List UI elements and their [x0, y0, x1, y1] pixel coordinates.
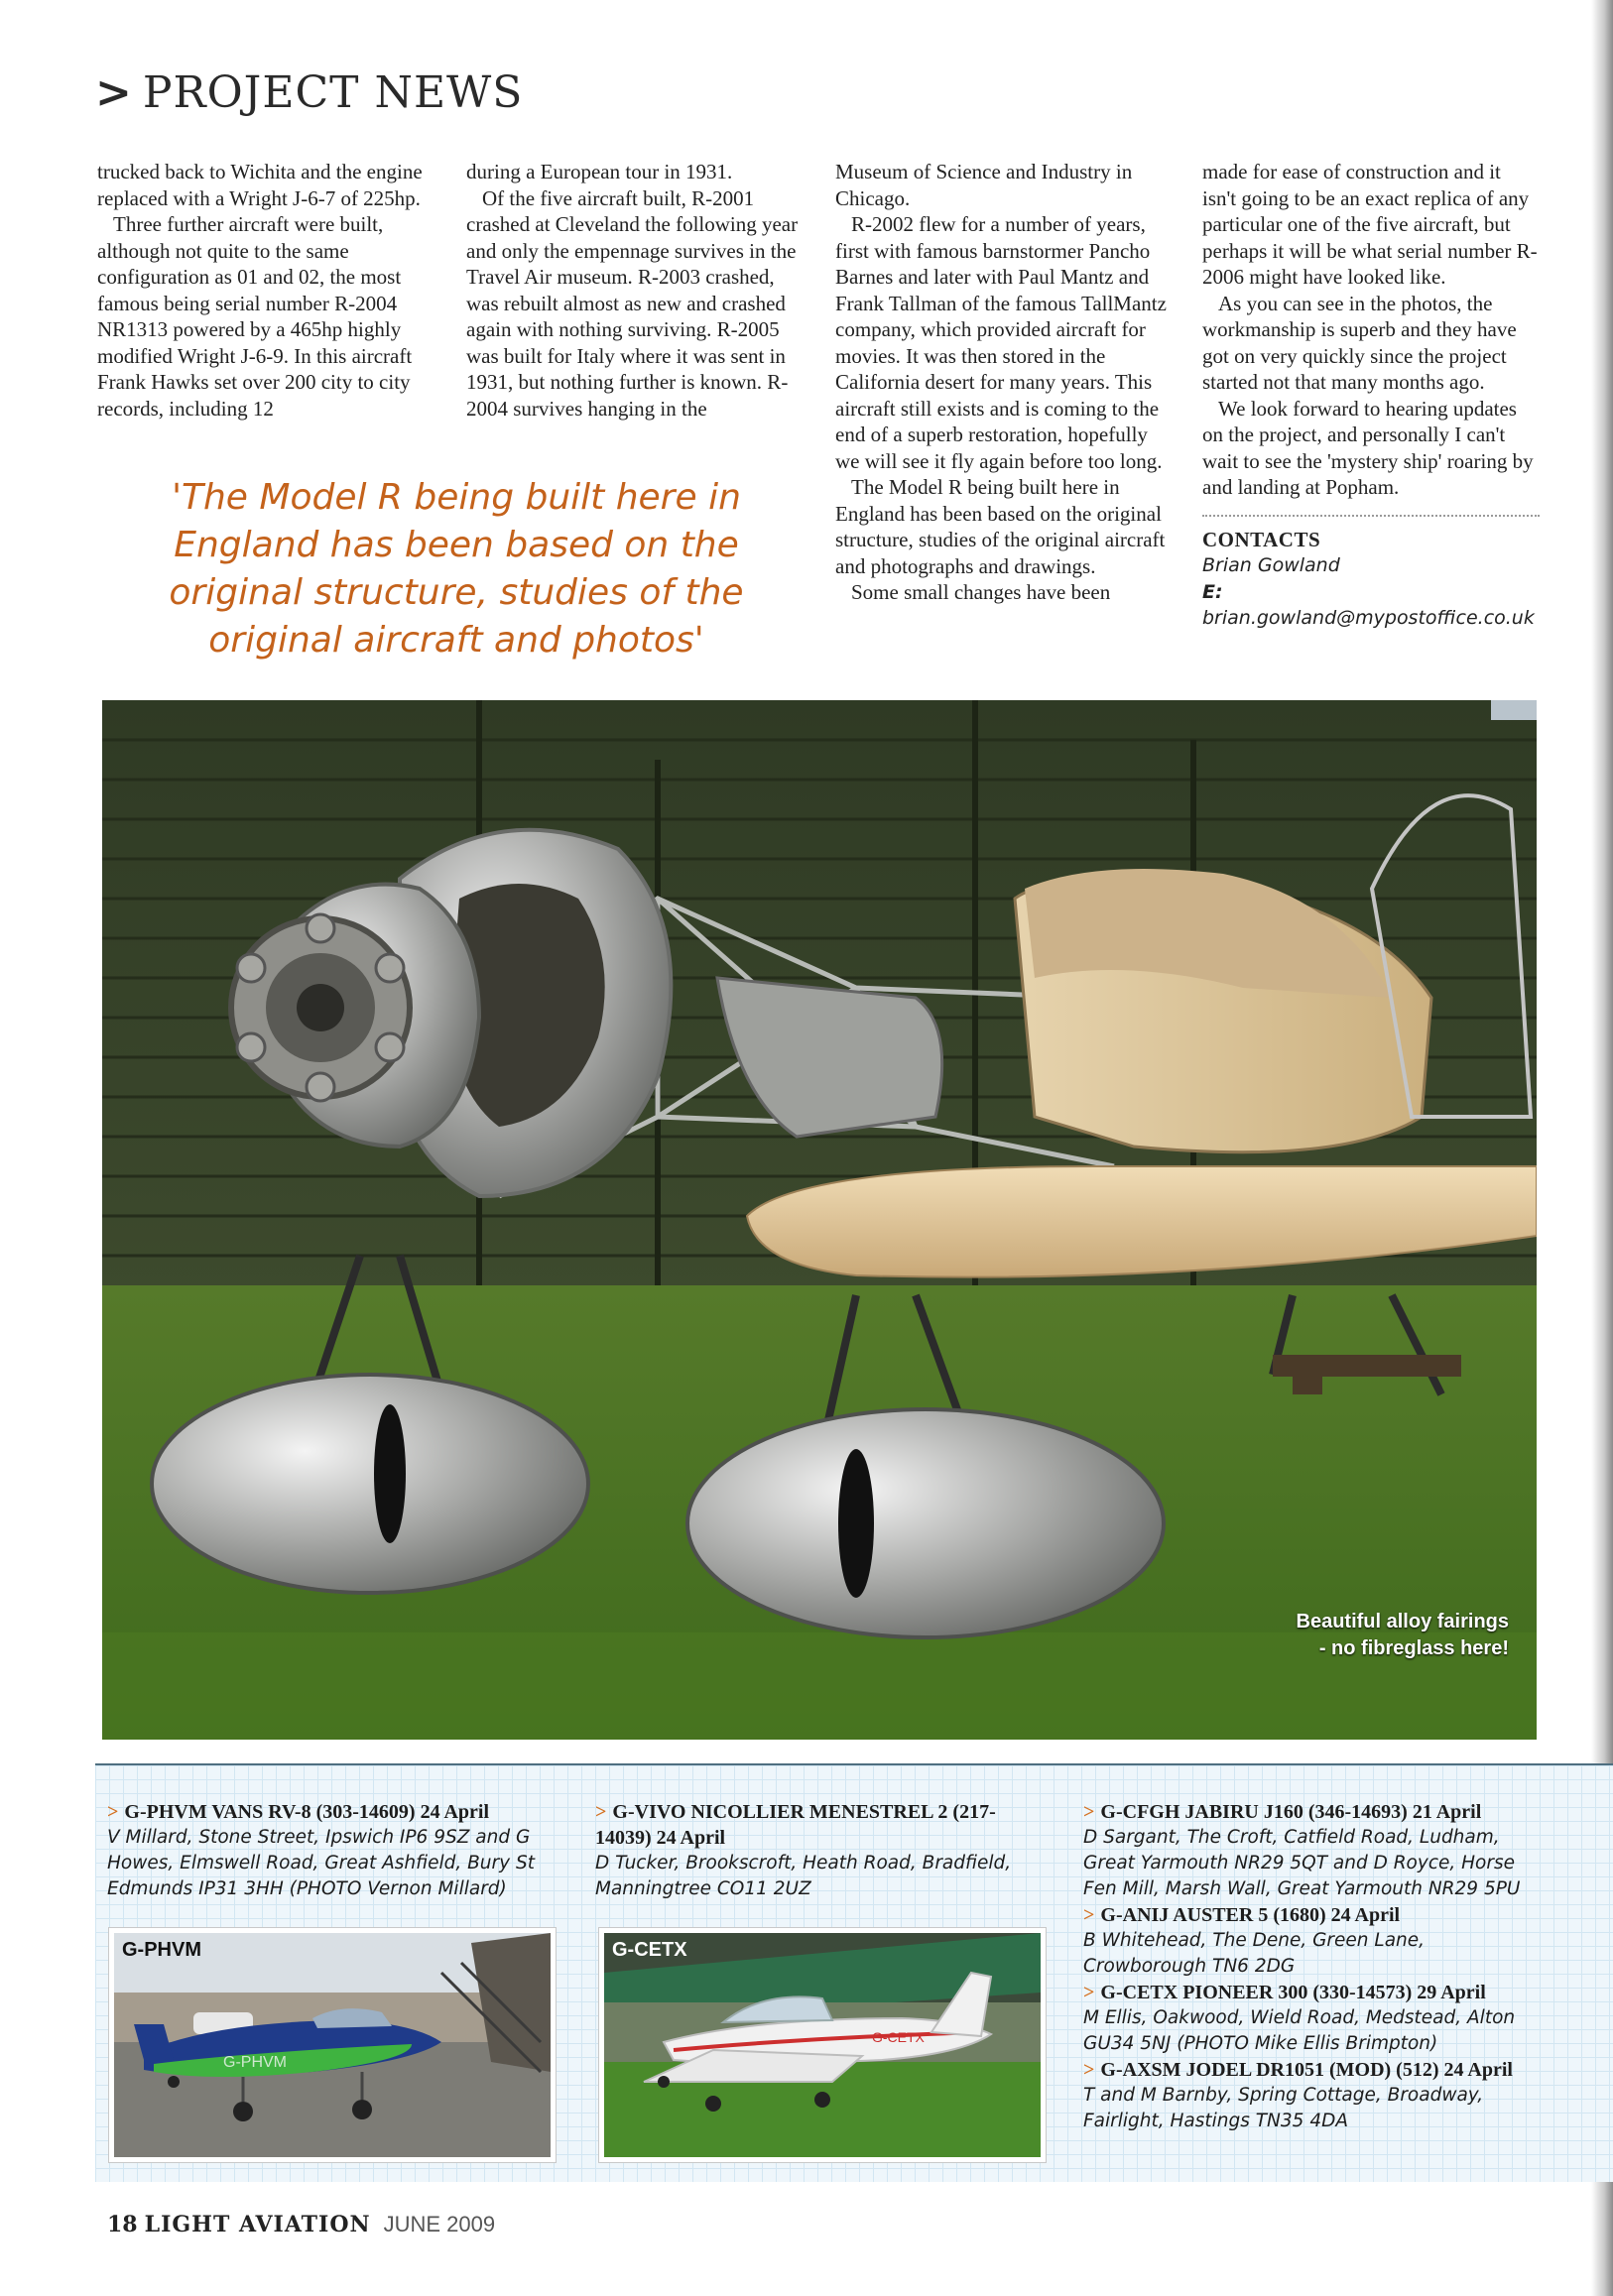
registration-entry — [1083, 1902, 1550, 1980]
article-paragraph: Of the five aircraft built, R-2001 crashed at Cleveland the following year and only the empennage survives in the Travel Air museum. R-2003 crashed, was rebuilt almost as new and crashed again with nothing surviving. R-2005 was built for Italy where it was sent in 1931, but nothing further is known. R-2004 survives hanging in the — [466, 185, 799, 421]
main-photo-caption — [1297, 1609, 1509, 1662]
chevron-icon: > — [1083, 1801, 1095, 1823]
registration-entry — [595, 1799, 1052, 1902]
registration-details: M Ellis, Oakwood, Wield Road, Medstead, Alton GU34 5NJ (PHOTO Mike Ellis Brimpton) — [1083, 2007, 1516, 2054]
issue-date: JUNE 2009 — [383, 2212, 496, 2236]
article-paragraph: Some small changes have been — [851, 580, 1111, 604]
registration-entry — [1083, 2057, 1550, 2134]
section-title: PROJECT NEWS — [142, 67, 524, 118]
registration-title-text: G-PHVM VANS RV-8 (303-14609) 24 April — [124, 1801, 490, 1823]
chevron-icon: > — [1083, 1982, 1095, 2003]
article-paragraph: during a European tour in 1931. — [466, 160, 733, 183]
registration-title-text: G-VIVO NICOLLIER MENESTREL 2 (217-14039) 24 April — [595, 1801, 996, 1849]
aircraft-photo-illustration — [102, 700, 1537, 1740]
photo-label: G-CETX — [612, 1939, 687, 1961]
registration-title — [1083, 2057, 1550, 2083]
registrations-column-3 — [1083, 1799, 1550, 2134]
registration-title — [1083, 1980, 1550, 2005]
chevron-icon: > — [1083, 1904, 1095, 1926]
caption-line: Beautiful alloy fairings — [1296, 1611, 1509, 1632]
contacts-name: Brian Gowland — [1202, 554, 1340, 576]
page-footer — [107, 2212, 495, 2237]
rv8-photo-illustration — [114, 1933, 551, 2157]
registration-title — [595, 1799, 1052, 1851]
photo-label: G-PHVM — [122, 1939, 201, 1961]
article-column-2 — [466, 159, 808, 422]
registration-details: T and M Barnby, Spring Cottage, Broadway, Fairlight, Hastings TN35 4DA — [1083, 2085, 1484, 2131]
registration-details: B Whitehead, The Dene, Green Lane, Crowborough TN6 2DG — [1083, 1930, 1426, 1977]
registrations-column-2 — [595, 1799, 1052, 1902]
pioneer-photo-illustration — [604, 1933, 1041, 2157]
registration-title — [1083, 1799, 1550, 1825]
main-photo-aircraft-build — [102, 700, 1537, 1740]
contacts-heading: CONTACTS — [1202, 527, 1321, 551]
fuselage-registration: G-PHVM — [223, 2054, 287, 2071]
registration-title-text: G-CFGH JABIRU J160 (346-14693) 21 April — [1100, 1801, 1482, 1823]
section-header — [95, 67, 523, 118]
registration-entry — [1083, 1980, 1550, 2057]
contacts-divider — [1202, 515, 1540, 517]
magazine-name: LIGHT AVIATION — [144, 2212, 371, 2237]
pull-quote: 'The Model R being built here in England has been based on the original structure, studies of the original aircraft and photos' — [169, 477, 744, 661]
registration-entry — [1083, 1799, 1550, 1902]
contacts-email[interactable]: brian.gowland@mypostoffice.co.uk — [1202, 607, 1535, 629]
article-column-4 — [1202, 159, 1540, 632]
article-paragraph: We look forward to hearing updates on the project, and personally I can't wait to see the 'mystery ship' roaring by and landing at Popham. — [1202, 396, 1534, 499]
contacts-email-line — [1202, 579, 1540, 632]
photo-g-phvm — [109, 1928, 556, 2162]
header-chevron-icon: > — [95, 67, 133, 118]
contacts-email-label: E: — [1202, 580, 1223, 603]
registration-details: V Millard, Stone Street, Ipswich IP6 9SZ and G Howes, Elmswell Road, Great Ashfield, Bury St Edmunds IP31 3HH (PHOTO Vernon Millard) — [107, 1827, 535, 1899]
registration-title — [107, 1799, 573, 1825]
chevron-icon: > — [1083, 2059, 1095, 2081]
article-paragraph: made for ease of construction and it isn't going to be an exact replica of any particular one of the five aircraft, but perhaps it will be what serial number R-2006 might have looked like. — [1202, 160, 1538, 289]
article-column-1 — [97, 159, 434, 422]
registration-details: D Sargant, The Croft, Catfield Road, Ludham, Great Yarmouth NR29 5QT and D Royce, Horse Fen Mill, Marsh Wall, Great Yarmouth NR29 5PU — [1083, 1827, 1521, 1899]
article-paragraph: Museum of Science and Industry in Chicago. — [835, 160, 1133, 210]
article-paragraph: trucked back to Wichita and the engine replaced with a Wright J-6-7 of 225hp. — [97, 160, 423, 210]
chevron-icon: > — [107, 1801, 119, 1823]
registration-title-text: G-AXSM JODEL DR1051 (MOD) (512) 24 April — [1100, 2059, 1513, 2081]
article-paragraph: Three further aircraft were built, although not quite to the same configuration as 01 and 02, the most famous being serial number R-2004 NR1313 powered by a 465hp highly modified Wright J-6-9. In this aircraft Frank Hawks set over 200 city to city records, including 12 — [97, 212, 413, 421]
article-column-3 — [835, 159, 1173, 606]
caption-line: - no fibreglass here! — [1318, 1637, 1509, 1659]
registrations-column-1 — [107, 1799, 573, 1902]
article-paragraph: As you can see in the photos, the workmanship is superb and they have got on very quickly since the project started not that many months ago. — [1202, 291, 1517, 394]
registration-entry — [107, 1799, 573, 1902]
photo-g-cetx — [599, 1928, 1046, 2162]
registration-details: D Tucker, Brookscroft, Heath Road, Bradfield, Manningtree CO11 2UZ — [595, 1853, 1012, 1899]
registration-title — [1083, 1902, 1550, 1928]
registration-title-text: G-ANIJ AUSTER 5 (1680) 24 April — [1100, 1904, 1401, 1926]
chevron-icon: > — [595, 1801, 607, 1823]
registration-title-text: G-CETX PIONEER 300 (330-14573) 29 April — [1100, 1982, 1486, 2003]
page-number: 18 — [107, 2212, 138, 2237]
article-paragraph: The Model R being built here in England has been based on the original structure, studies of the original aircraft and photographs and drawings. — [835, 475, 1166, 578]
article-paragraph: R-2002 flew for a number of years, first with famous barnstormer Pancho Barnes and later with Paul Mantz and Frank Tallman of the famous TallMantz company, which provided aircraft for movies. It was then stored in the California desert for many years. This aircraft still exists and is coming to the end of a superb restoration, hopefully we will see it fly again before too long. — [835, 212, 1167, 473]
fuselage-registration: G-CETX — [872, 2029, 925, 2045]
